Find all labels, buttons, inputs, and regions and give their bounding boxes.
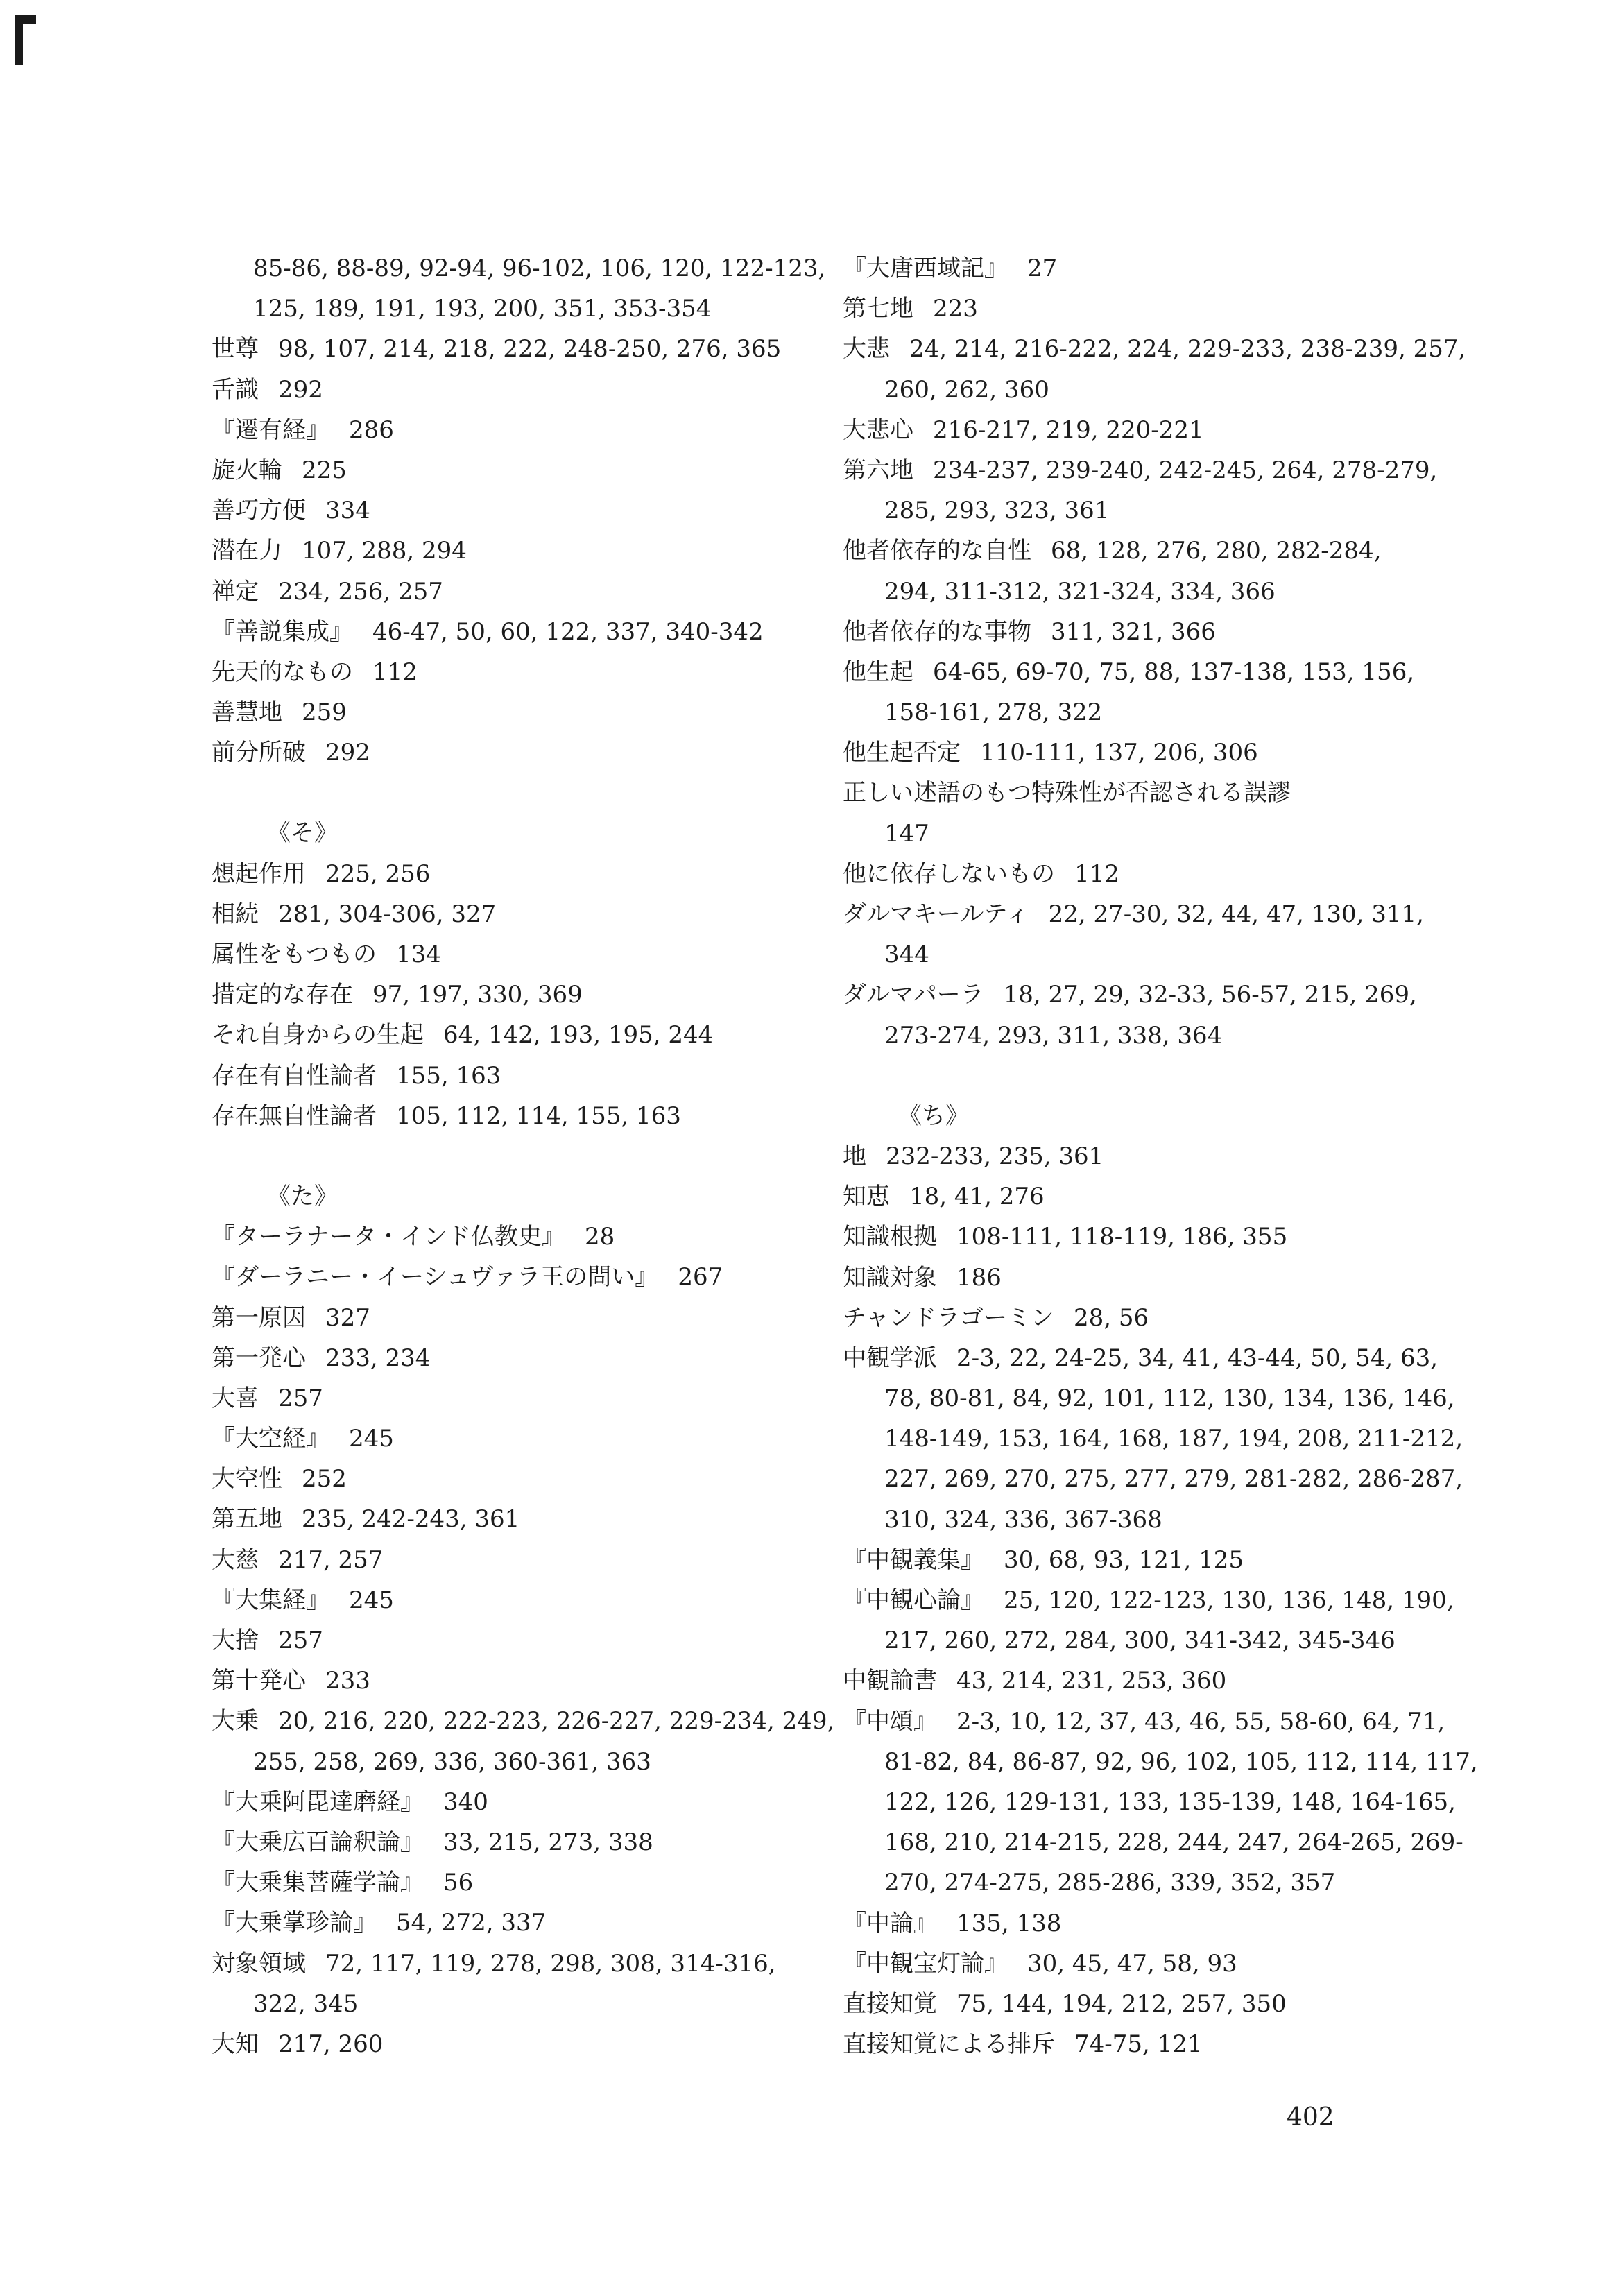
index-term: 『大集経』	[212, 1586, 329, 1614]
index-entry	[212, 572, 822, 612]
index-entry	[212, 1096, 822, 1136]
index-term: 大慈	[212, 1545, 259, 1574]
page-references: 292	[325, 739, 370, 767]
index-term: 大捨	[212, 1627, 259, 1654]
page-references: 18, 27, 29, 32-33, 56-57, 215, 269,	[1003, 981, 1417, 1009]
page-references: 97, 197, 330, 369	[372, 981, 583, 1009]
index-entry	[212, 1944, 822, 1984]
index-term: 直接知覚による排斥	[843, 2030, 1055, 2059]
index-term: 知識根拠	[843, 1223, 937, 1251]
page-references: 18, 41, 276	[909, 1183, 1045, 1211]
index-term: 『遷有経』	[212, 415, 329, 444]
page-references: 75, 144, 194, 212, 257, 350	[956, 1989, 1287, 2018]
index-entry	[212, 370, 822, 410]
index-term: 中観学派	[843, 1344, 937, 1372]
index-entry	[843, 248, 1467, 289]
index-entry	[212, 1903, 822, 1943]
page-references: 233, 234	[325, 1344, 431, 1372]
index-entry	[212, 1298, 822, 1338]
page-references: 334	[325, 497, 370, 525]
index-term: 第五地	[212, 1505, 282, 1534]
index-entry	[212, 1540, 822, 1580]
index-column-right	[843, 248, 1478, 2064]
index-entry	[212, 1701, 835, 1741]
index-term: 禅定	[212, 577, 259, 606]
page-references: 107, 288, 294	[302, 537, 467, 565]
index-term: 他生起否定	[843, 739, 961, 767]
index-entry	[212, 490, 822, 531]
index-entry-continuation: 81-82, 84, 86-87, 92, 96, 102, 105, 112, 114, 117,	[884, 1747, 1478, 1776]
page-references: 340	[443, 1788, 488, 1816]
index-entry-continuation: 125, 189, 191, 193, 200, 351, 353-354	[253, 295, 712, 323]
index-entry	[843, 854, 1467, 894]
index-entry	[843, 1176, 1467, 1217]
index-term: チャンドラゴーミン	[843, 1303, 1054, 1332]
page-references: 217, 260	[278, 2030, 384, 2058]
index-entry	[843, 289, 1467, 329]
index-entry	[843, 329, 1467, 369]
page-references: 292	[278, 375, 323, 404]
index-term: 善慧地	[212, 699, 282, 727]
page-references: 286	[349, 415, 394, 444]
page-references: 56	[443, 1869, 474, 1897]
index-entry	[212, 692, 822, 733]
index-term: 中観論書	[843, 1667, 937, 1695]
index-entry	[212, 2024, 822, 2064]
index-term: 他に依存しないもの	[843, 859, 1055, 888]
index-term: 『大唐西域記』	[843, 255, 1008, 282]
index-entry	[212, 733, 822, 773]
page-references: 267	[678, 1263, 723, 1292]
section-gap	[843, 1056, 1467, 1096]
page-references: 257	[278, 1384, 323, 1412]
index-entry	[843, 1580, 1467, 1620]
index-term: 旋火輪	[212, 456, 282, 484]
index-entry	[843, 612, 1467, 652]
page-references: 223	[933, 295, 978, 323]
index-entry	[843, 1540, 1467, 1580]
page-references: 110-111, 137, 206, 306	[980, 739, 1258, 767]
index-term: 先天的なもの	[212, 658, 353, 686]
index-term: 『大乗集菩薩学論』	[212, 1869, 424, 1897]
index-entry	[843, 1702, 1467, 1742]
page-references: 259	[302, 699, 347, 727]
index-entry-continuation: 260, 262, 360	[884, 375, 1049, 404]
index-term: 他者依存的な事物	[843, 617, 1031, 646]
page-references: 235, 242-243, 361	[302, 1505, 520, 1534]
index-term: 前分所破	[212, 739, 306, 767]
index-entry	[212, 854, 822, 894]
index-entry	[843, 450, 1467, 490]
index-term: 第一発心	[212, 1344, 306, 1372]
index-entry	[843, 1984, 1467, 2024]
index-term: 『ターラナータ・インド仏教史』	[212, 1223, 565, 1251]
index-entry	[212, 975, 822, 1015]
index-entry-continuation: 147	[884, 819, 929, 848]
index-entry	[843, 1661, 1467, 1701]
page-references: 105, 112, 114, 155, 163	[396, 1102, 681, 1130]
index-entry	[212, 894, 822, 934]
index-term: それ自身からの生起	[212, 1021, 424, 1050]
index-entry-continuation: 270, 274-275, 285-286, 339, 352, 357	[884, 1869, 1336, 1897]
page-number: 402	[1287, 2103, 1334, 2132]
page-references: 30, 68, 93, 121, 125	[1004, 1545, 1244, 1574]
index-entry-continuation: 294, 311-312, 321-324, 334, 366	[884, 577, 1276, 606]
index-entry-continuation: 78, 80-81, 84, 92, 101, 112, 130, 134, 136, 146,	[884, 1385, 1455, 1413]
index-column-left	[212, 248, 835, 2064]
index-section-heading: 《ち》	[898, 1102, 969, 1130]
page-references: 257	[278, 1627, 323, 1654]
index-entry	[212, 1822, 822, 1862]
index-entry	[843, 652, 1467, 692]
index-entry-continuation: 344	[884, 941, 929, 969]
index-entry	[843, 773, 1467, 813]
page-references: 225, 256	[325, 859, 431, 888]
index-term: 存在有自性論者	[212, 1061, 377, 1090]
page-references: 112	[1074, 859, 1119, 888]
page-references: 27	[1027, 255, 1058, 282]
index-entry-continuation: 255, 258, 269, 336, 360-361, 363	[253, 1747, 651, 1776]
page-references: 281, 304-306, 327	[278, 900, 497, 928]
page-references: 186	[956, 1263, 1002, 1292]
page-references: 98, 107, 214, 218, 222, 248-250, 276, 365	[278, 335, 782, 363]
index-term: 知識対象	[843, 1263, 937, 1292]
page-references: 46-47, 50, 60, 122, 337, 340-342	[372, 617, 764, 646]
index-entry	[212, 1782, 822, 1822]
index-term: 想起作用	[212, 859, 306, 888]
page-references: 112	[372, 658, 418, 686]
index-entry-continuation: 227, 269, 270, 275, 277, 279, 281-282, 286-287,	[884, 1465, 1463, 1493]
index-entry-continuation: 217, 260, 272, 284, 300, 341-342, 345-346	[884, 1627, 1396, 1655]
page-references: 28, 56	[1073, 1303, 1149, 1332]
index-term: 大悲	[843, 335, 890, 363]
index-term: 『大乗掌珍論』	[212, 1909, 377, 1937]
page-references: 234-237, 239-240, 242-245, 264, 278-279,	[933, 456, 1438, 484]
page-references: 74-75, 121	[1074, 2030, 1203, 2059]
page-references: 232-233, 235, 361	[886, 1142, 1104, 1170]
page-references: 245	[349, 1425, 394, 1453]
index-term: 第十発心	[212, 1667, 306, 1695]
index-entry	[843, 1136, 1467, 1176]
page-references: 43, 214, 231, 253, 360	[956, 1667, 1227, 1695]
index-term: 善巧方便	[212, 497, 306, 525]
page-references: 233	[325, 1667, 370, 1695]
index-entry	[212, 1499, 822, 1539]
index-term: 対象領域	[212, 1949, 306, 1978]
page-references: 64-65, 69-70, 75, 88, 137-138, 153, 156,	[933, 658, 1415, 686]
index-entry	[212, 934, 822, 975]
index-term: 直接知覚	[843, 1989, 937, 2018]
scan-corner-mark	[15, 15, 36, 65]
index-term: 大乗	[212, 1707, 259, 1736]
index-entry-continuation: 310, 324, 336, 367-368	[884, 1505, 1162, 1534]
page-references: 72, 117, 119, 278, 298, 308, 314-316,	[325, 1949, 776, 1978]
index-term: 『中頌』	[843, 1707, 937, 1736]
index-term: 大喜	[212, 1384, 259, 1412]
index-entry	[212, 1378, 822, 1419]
index-term: 『大乗阿毘達磨経』	[212, 1788, 424, 1816]
page-references: 22, 27-30, 32, 44, 47, 130, 311,	[1048, 900, 1424, 928]
index-entry-continuation: 158-161, 278, 322	[884, 699, 1103, 727]
page-references: 108-111, 118-119, 186, 355	[956, 1223, 1288, 1251]
index-entry-continuation: 285, 293, 323, 361	[884, 497, 1110, 525]
index-term: 知恵	[843, 1183, 890, 1211]
index-entry	[212, 531, 822, 571]
index-entry	[212, 1257, 822, 1297]
index-entry	[212, 1459, 822, 1499]
page-references: 24, 214, 216-222, 224, 229-233, 238-239, 257,	[909, 335, 1466, 363]
index-term: 地	[843, 1142, 866, 1170]
index-term: ダルマキールティ	[843, 900, 1029, 928]
index-term: 『中観宝灯論』	[843, 1949, 1008, 1978]
page-references: 33, 215, 273, 338	[443, 1828, 653, 1856]
index-entry	[843, 410, 1467, 450]
index-term: 第六地	[843, 456, 913, 484]
index-entry	[843, 1258, 1467, 1298]
index-entry	[212, 1015, 822, 1055]
page-references: 252	[302, 1465, 347, 1493]
index-term: 『中論』	[843, 1909, 937, 1937]
index-entry	[212, 410, 822, 450]
index-entry	[843, 1298, 1467, 1338]
page-references: 64, 142, 193, 195, 244	[443, 1021, 714, 1050]
index-entry	[843, 1217, 1467, 1257]
index-entry	[843, 733, 1467, 773]
index-term: 第七地	[843, 295, 913, 323]
index-term: 舌識	[212, 375, 259, 404]
index-term: 大知	[212, 2030, 259, 2058]
section-gap	[212, 1136, 822, 1176]
index-term: 『中観心論』	[843, 1586, 984, 1614]
index-entry	[212, 1419, 822, 1459]
index-term: 大空性	[212, 1465, 282, 1493]
index-entry	[843, 1944, 1467, 1984]
page-references: 68, 128, 276, 280, 282-284,	[1051, 537, 1382, 565]
page-references: 25, 120, 122-123, 130, 136, 148, 190,	[1004, 1586, 1454, 1614]
index-term: 大悲心	[843, 415, 913, 444]
index-term: 潜在力	[212, 537, 282, 565]
index-entry-continuation: 148-149, 153, 164, 168, 187, 194, 208, 211-212,	[884, 1425, 1463, 1453]
page-references: 245	[349, 1586, 394, 1614]
page-references: 2-3, 10, 12, 37, 43, 46, 55, 58-60, 64, 71,	[956, 1707, 1445, 1736]
page-references: 135, 138	[956, 1909, 1062, 1937]
index-term: 措定的な存在	[212, 981, 353, 1009]
index-entry	[843, 2024, 1467, 2064]
index-entry	[212, 1580, 822, 1620]
page-references: 155, 163	[396, 1061, 501, 1090]
index-section-heading: 《そ》	[267, 819, 338, 848]
section-gap	[212, 773, 822, 813]
page-references: 54, 272, 337	[396, 1909, 547, 1937]
index-term: 他者依存的な自性	[843, 537, 1031, 565]
index-entry	[212, 1620, 822, 1661]
index-term: 『中観義集』	[843, 1545, 984, 1574]
index-entry-continuation: 122, 126, 129-131, 133, 135-139, 148, 164-165,	[884, 1788, 1456, 1816]
index-term: 正しい述語のもつ特殊性が否認される誤謬	[843, 779, 1291, 807]
page-references: 20, 216, 220, 222-223, 226-227, 229-234, 249,	[278, 1707, 835, 1736]
index-term: 『大乗広百論釈論』	[212, 1828, 424, 1856]
index-entry	[212, 1217, 822, 1257]
page-references: 225	[302, 456, 347, 484]
index-entry	[212, 1661, 822, 1701]
page-references: 28	[585, 1223, 615, 1251]
index-entry-continuation: 273-274, 293, 311, 338, 364	[884, 1021, 1223, 1050]
page-references: 134	[396, 941, 441, 968]
index-entry	[212, 329, 822, 369]
index-entry	[212, 1862, 822, 1903]
page-references: 2-3, 22, 24-25, 34, 41, 43-44, 50, 54, 63,	[956, 1344, 1439, 1372]
page-references: 30, 45, 47, 58, 93	[1027, 1949, 1237, 1978]
index-entry	[212, 450, 822, 490]
index-entry	[212, 612, 822, 652]
index-entry	[212, 1056, 822, 1096]
index-entry	[843, 894, 1467, 934]
index-entry-continuation: 168, 210, 214-215, 228, 244, 247, 264-265, 269-	[884, 1828, 1463, 1857]
index-term: 属性をもつもの	[212, 941, 377, 968]
index-entry	[843, 975, 1467, 1015]
page-references: 234, 256, 257	[278, 577, 443, 606]
index-section-heading: 《た》	[267, 1182, 338, 1210]
index-term: 『善説集成』	[212, 617, 353, 646]
index-term: 他生起	[843, 658, 913, 686]
index-entry	[843, 531, 1467, 571]
index-term: 『ダーラニー・イーシュヴァラ王の問い』	[212, 1263, 659, 1292]
index-term: 相続	[212, 900, 259, 928]
page-references: 311, 321, 366	[1051, 617, 1216, 646]
index-entry	[843, 1338, 1467, 1378]
index-term: 第一原因	[212, 1303, 306, 1332]
index-term: 存在無自性論者	[212, 1102, 377, 1130]
index-entry	[843, 1903, 1467, 1944]
page-references: 216-217, 219, 220-221	[933, 415, 1204, 444]
page-references: 327	[325, 1303, 370, 1332]
index-entry	[212, 1338, 822, 1378]
page-references: 217, 257	[278, 1545, 384, 1574]
index-term: 世尊	[212, 335, 259, 363]
index-term: 『大空経』	[212, 1425, 329, 1453]
index-entry-continuation: 322, 345	[253, 1989, 359, 2018]
index-entry	[212, 652, 822, 692]
index-term: ダルマパーラ	[843, 981, 984, 1009]
index-entry-continuation: 85-86, 88-89, 92-94, 96-102, 106, 120, 122-123,	[253, 255, 826, 282]
